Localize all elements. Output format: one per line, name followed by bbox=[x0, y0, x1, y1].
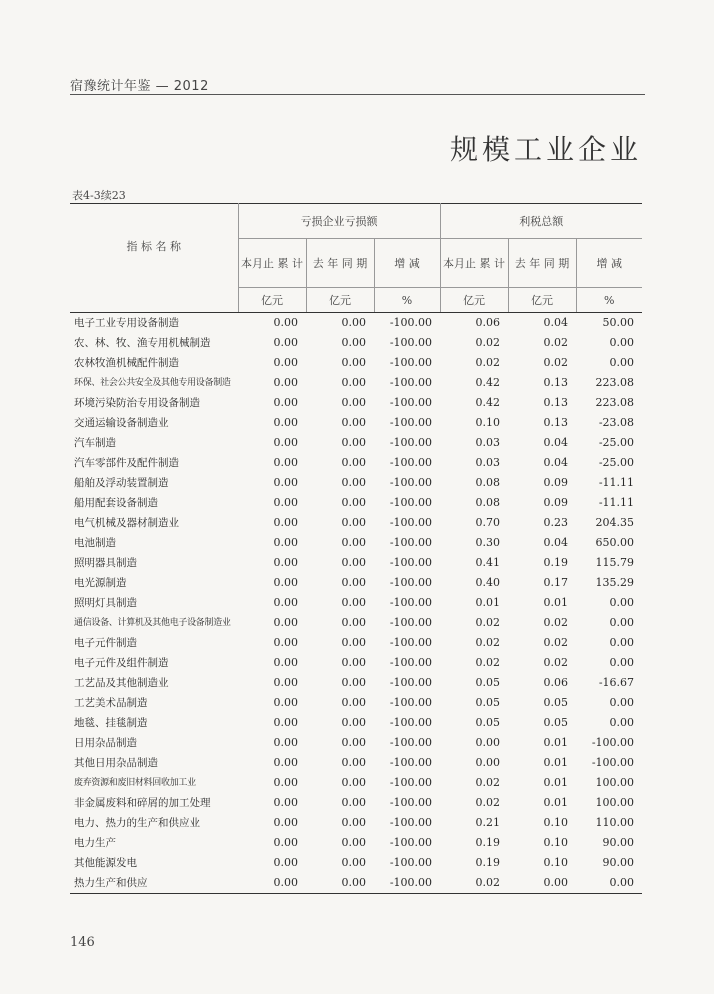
value-cell: 0.06 bbox=[543, 676, 569, 689]
value-cell: 0.00 bbox=[306, 873, 374, 894]
value-cell: 0.00 bbox=[273, 756, 298, 769]
value-cell: 0.00 bbox=[273, 336, 298, 349]
indicator-name: 船用配套设备制造 bbox=[74, 497, 158, 509]
table-row bbox=[70, 533, 642, 553]
cum-header: 本月止 累 计 bbox=[238, 239, 306, 288]
value-cell: 0.01 bbox=[475, 596, 501, 609]
indicator-name: 农、林、牧、渔专用机械制造 bbox=[74, 337, 211, 349]
value-cell: 0.02 bbox=[475, 616, 501, 629]
table-row bbox=[70, 653, 642, 673]
value-cell: 0.05 bbox=[475, 716, 501, 729]
value-cell: 0.02 bbox=[440, 873, 508, 894]
table-row bbox=[70, 373, 642, 393]
value-cell: 0.23 bbox=[543, 516, 569, 529]
table-row bbox=[70, 453, 642, 473]
value-cell: 0.00 bbox=[341, 456, 366, 469]
cum-header: 本月止 累 计 bbox=[440, 239, 508, 288]
indicator-header: 指 标 名 称 bbox=[70, 204, 238, 288]
value-cell: 0.00 bbox=[273, 596, 298, 609]
value-cell: -25.00 bbox=[598, 436, 635, 449]
value-cell: -100.00 bbox=[389, 376, 433, 389]
value-cell: 0.21 bbox=[475, 816, 501, 829]
indicator-name: 日用杂品制造 bbox=[74, 737, 137, 749]
value-cell: 0.00 bbox=[341, 556, 366, 569]
value-cell: 0.02 bbox=[543, 336, 569, 349]
table-row bbox=[70, 673, 642, 693]
value-cell: -100.00 bbox=[389, 516, 433, 529]
value-cell: 0.00 bbox=[273, 516, 298, 529]
value-cell: 650.00 bbox=[595, 536, 635, 549]
value-cell: -100.00 bbox=[389, 536, 433, 549]
value-cell: 0.00 bbox=[341, 616, 366, 629]
value-cell: -100.00 bbox=[389, 476, 433, 489]
value-cell: -25.00 bbox=[598, 456, 635, 469]
value-cell: 0.00 bbox=[609, 716, 635, 729]
indicator-name: 工艺品及其他制造业 bbox=[74, 677, 169, 689]
value-cell: 0.00 bbox=[273, 676, 298, 689]
value-cell: -100.00 bbox=[389, 836, 433, 849]
value-cell: 0.00 bbox=[341, 496, 366, 509]
statistics-table bbox=[70, 203, 642, 894]
indicator-name: 照明器具制造 bbox=[74, 557, 137, 569]
indicator-name: 汽车制造 bbox=[74, 437, 116, 449]
value-cell: 0.02 bbox=[475, 796, 501, 809]
value-cell: 0.00 bbox=[273, 816, 298, 829]
value-cell: 110.00 bbox=[595, 816, 635, 829]
value-cell: 204.35 bbox=[595, 516, 635, 529]
value-cell: 0.00 bbox=[609, 596, 635, 609]
table-row bbox=[70, 873, 642, 894]
value-cell: -100.00 bbox=[389, 556, 433, 569]
indicator-name: 农林牧渔机械配件制造 bbox=[74, 357, 179, 369]
value-cell: -100.00 bbox=[389, 436, 433, 449]
value-cell: 0.00 bbox=[475, 756, 501, 769]
value-cell: 0.30 bbox=[475, 536, 501, 549]
value-cell: 0.00 bbox=[273, 476, 298, 489]
value-cell: 0.00 bbox=[341, 396, 366, 409]
value-cell: 0.00 bbox=[341, 776, 366, 789]
indicator-name: 通信设备、计算机及其他电子设备制造业 bbox=[74, 618, 231, 628]
prev-header: 去 年 同 期 bbox=[306, 239, 374, 288]
value-cell: 0.00 bbox=[341, 756, 366, 769]
value-cell: 0.00 bbox=[341, 836, 366, 849]
value-cell: -100.00 bbox=[389, 616, 433, 629]
value-cell: 135.29 bbox=[595, 576, 635, 589]
value-cell: 0.05 bbox=[475, 676, 501, 689]
value-cell: 0.41 bbox=[475, 556, 501, 569]
value-cell: -100.00 bbox=[389, 816, 433, 829]
value-cell: -100.00 bbox=[389, 756, 433, 769]
table-row bbox=[70, 593, 642, 613]
value-cell: 0.00 bbox=[341, 676, 366, 689]
value-cell: -11.11 bbox=[598, 496, 635, 509]
value-cell: 0.08 bbox=[475, 476, 501, 489]
value-cell: 0.00 bbox=[273, 496, 298, 509]
value-cell: -100.00 bbox=[389, 736, 433, 749]
value-cell: 0.00 bbox=[273, 776, 298, 789]
value-cell: 0.01 bbox=[543, 736, 569, 749]
value-cell: 100.00 bbox=[595, 776, 635, 789]
value-cell: 0.00 bbox=[475, 736, 501, 749]
table-label: 表4-3续23 bbox=[72, 189, 126, 202]
value-cell: -16.67 bbox=[598, 676, 635, 689]
value-cell: 0.13 bbox=[543, 396, 569, 409]
value-cell: 0.00 bbox=[576, 873, 642, 894]
unit-label: 亿元 bbox=[440, 288, 508, 313]
value-cell: -100.00 bbox=[389, 676, 433, 689]
indicator-name: 船舶及浮动装置制造 bbox=[74, 477, 169, 489]
value-cell: 0.10 bbox=[543, 816, 569, 829]
value-cell: 0.00 bbox=[341, 596, 366, 609]
value-cell: -100.00 bbox=[389, 636, 433, 649]
value-cell: 0.40 bbox=[475, 576, 501, 589]
indicator-name: 电子元件制造 bbox=[74, 637, 137, 649]
value-cell: 0.04 bbox=[543, 436, 569, 449]
value-cell: -100.00 bbox=[389, 776, 433, 789]
indicator-name: 电子元件及组件制造 bbox=[74, 657, 169, 669]
table-row bbox=[70, 333, 642, 353]
indicator-name: 环保、社会公共安全及其他专用设备制造 bbox=[74, 378, 231, 388]
value-cell: 0.00 bbox=[341, 376, 366, 389]
indicator-name: 照明灯具制造 bbox=[74, 597, 137, 609]
value-cell: 0.00 bbox=[273, 836, 298, 849]
table-row bbox=[70, 693, 642, 713]
value-cell: -23.08 bbox=[598, 416, 635, 429]
value-cell: 0.04 bbox=[543, 456, 569, 469]
table-row bbox=[70, 353, 642, 373]
value-cell: -100.00 bbox=[591, 756, 635, 769]
value-cell: 0.00 bbox=[273, 356, 298, 369]
indicator-name: 其他日用杂品制造 bbox=[74, 757, 158, 769]
value-cell: -100.00 bbox=[389, 796, 433, 809]
table-row bbox=[70, 793, 642, 813]
table-row bbox=[70, 553, 642, 573]
value-cell: 0.42 bbox=[475, 376, 501, 389]
value-cell: 0.02 bbox=[543, 356, 569, 369]
value-cell: 0.09 bbox=[543, 476, 569, 489]
loss-amount-header: 亏损企业亏损额 bbox=[238, 204, 440, 239]
value-cell: 0.05 bbox=[543, 716, 569, 729]
value-cell: -100.00 bbox=[389, 416, 433, 429]
table-row bbox=[70, 573, 642, 593]
table-body bbox=[70, 313, 642, 894]
value-cell: 0.05 bbox=[475, 696, 501, 709]
yearbook-header: 宿豫统计年鉴 — 2012 bbox=[70, 79, 209, 94]
value-cell: 0.02 bbox=[475, 656, 501, 669]
value-cell: 0.03 bbox=[475, 456, 501, 469]
value-cell: 0.00 bbox=[273, 396, 298, 409]
value-cell: 0.00 bbox=[341, 356, 366, 369]
value-cell: 0.00 bbox=[609, 656, 635, 669]
value-cell: 0.00 bbox=[609, 636, 635, 649]
value-cell: 0.19 bbox=[475, 856, 501, 869]
value-cell: 0.00 bbox=[273, 856, 298, 869]
value-cell: 0.00 bbox=[341, 436, 366, 449]
value-cell: 0.00 bbox=[273, 456, 298, 469]
value-cell: 0.01 bbox=[543, 756, 569, 769]
indicator-name: 电力、热力的生产和供应业 bbox=[74, 817, 200, 829]
value-cell: 0.00 bbox=[341, 416, 366, 429]
table-row bbox=[70, 633, 642, 653]
profit-tax-header: 利税总额 bbox=[440, 204, 642, 239]
value-cell: -100.00 bbox=[389, 656, 433, 669]
value-cell: 50.00 bbox=[602, 316, 635, 329]
value-cell: 0.02 bbox=[543, 616, 569, 629]
value-cell: 0.10 bbox=[475, 416, 501, 429]
value-cell: 0.00 bbox=[273, 376, 298, 389]
value-cell: 0.00 bbox=[341, 716, 366, 729]
value-cell: 0.00 bbox=[273, 716, 298, 729]
value-cell: 0.00 bbox=[273, 796, 298, 809]
table-row bbox=[70, 313, 642, 334]
header-rule bbox=[70, 94, 645, 95]
table-row bbox=[70, 753, 642, 773]
table-row bbox=[70, 853, 642, 873]
value-cell: 100.00 bbox=[595, 796, 635, 809]
value-cell: 0.00 bbox=[273, 696, 298, 709]
value-cell: 0.02 bbox=[475, 636, 501, 649]
value-cell: 223.08 bbox=[595, 376, 635, 389]
indicator-name: 地毯、挂毯制造 bbox=[74, 717, 148, 729]
indicator-name: 电力生产 bbox=[74, 837, 116, 849]
value-cell: 0.00 bbox=[341, 516, 366, 529]
table-row bbox=[70, 773, 642, 793]
value-cell: 0.04 bbox=[543, 536, 569, 549]
value-cell: 0.02 bbox=[543, 636, 569, 649]
table-row bbox=[70, 393, 642, 413]
value-cell: 0.70 bbox=[475, 516, 501, 529]
value-cell: 90.00 bbox=[602, 836, 635, 849]
value-cell: 0.13 bbox=[543, 376, 569, 389]
indicator-name: 汽车零部件及配件制造 bbox=[74, 457, 179, 469]
page-number: 146 bbox=[70, 935, 95, 950]
value-cell: 0.04 bbox=[543, 316, 569, 329]
value-cell: 0.00 bbox=[273, 616, 298, 629]
value-cell: -100.00 bbox=[389, 356, 433, 369]
value-cell: 0.03 bbox=[475, 436, 501, 449]
value-cell: 0.00 bbox=[273, 656, 298, 669]
value-cell: 0.00 bbox=[341, 856, 366, 869]
value-cell: 0.00 bbox=[341, 336, 366, 349]
value-cell: -100.00 bbox=[389, 496, 433, 509]
value-cell: -100.00 bbox=[389, 576, 433, 589]
table-row bbox=[70, 513, 642, 533]
value-cell: 0.00 bbox=[609, 616, 635, 629]
value-cell: 0.00 bbox=[341, 736, 366, 749]
indicator-name: 电光源制造 bbox=[74, 577, 127, 589]
value-cell: -100.00 bbox=[389, 716, 433, 729]
value-cell: 0.19 bbox=[543, 556, 569, 569]
unit-label: 亿元 bbox=[306, 288, 374, 313]
value-cell: 0.10 bbox=[543, 856, 569, 869]
indicator-name: 交通运输设备制造业 bbox=[74, 417, 169, 429]
value-cell: 0.00 bbox=[341, 816, 366, 829]
value-cell: 0.00 bbox=[609, 696, 635, 709]
value-cell: 0.00 bbox=[508, 873, 576, 894]
value-cell: 90.00 bbox=[602, 856, 635, 869]
value-cell: -100.00 bbox=[389, 396, 433, 409]
value-cell: 0.42 bbox=[475, 396, 501, 409]
value-cell: 0.00 bbox=[341, 576, 366, 589]
value-cell: -100.00 bbox=[389, 456, 433, 469]
value-cell: 0.02 bbox=[475, 356, 501, 369]
value-cell: 0.00 bbox=[341, 696, 366, 709]
table-row bbox=[70, 813, 642, 833]
indicator-name: 非金属废料和碎屑的加工处理 bbox=[74, 797, 211, 809]
value-cell: -11.11 bbox=[598, 476, 635, 489]
value-cell: 0.00 bbox=[273, 316, 298, 329]
table-row bbox=[70, 833, 642, 853]
value-cell: 0.00 bbox=[238, 873, 306, 894]
value-cell: 0.01 bbox=[543, 776, 569, 789]
unit-label: % bbox=[576, 288, 642, 313]
value-cell: 0.19 bbox=[475, 836, 501, 849]
value-cell: 0.00 bbox=[273, 416, 298, 429]
value-cell: 0.00 bbox=[273, 436, 298, 449]
value-cell: 0.17 bbox=[543, 576, 569, 589]
value-cell: 0.00 bbox=[341, 536, 366, 549]
value-cell: 0.10 bbox=[543, 836, 569, 849]
value-cell: 0.13 bbox=[543, 416, 569, 429]
value-cell: 0.02 bbox=[475, 776, 501, 789]
unit-blank bbox=[70, 288, 238, 313]
unit-label: 亿元 bbox=[238, 288, 306, 313]
indicator-name: 电气机械及器材制造业 bbox=[74, 517, 179, 529]
value-cell: 0.02 bbox=[475, 336, 501, 349]
indicator-name: 其他能源发电 bbox=[74, 857, 137, 869]
value-cell: 0.00 bbox=[273, 556, 298, 569]
value-cell: 0.00 bbox=[341, 636, 366, 649]
indicator-name: 工艺美术品制造 bbox=[74, 697, 148, 709]
value-cell: 0.00 bbox=[341, 656, 366, 669]
table-row bbox=[70, 473, 642, 493]
value-cell: -100.00 bbox=[389, 336, 433, 349]
change-header: 增 减 bbox=[374, 239, 440, 288]
value-cell: 0.00 bbox=[273, 636, 298, 649]
value-cell: 0.00 bbox=[341, 796, 366, 809]
value-cell: -100.00 bbox=[389, 316, 433, 329]
value-cell: 0.00 bbox=[609, 356, 635, 369]
unit-label: 亿元 bbox=[508, 288, 576, 313]
section-title: 规模工业企业 bbox=[449, 133, 642, 166]
value-cell: 0.00 bbox=[273, 536, 298, 549]
value-cell: -100.00 bbox=[389, 856, 433, 869]
value-cell: 0.00 bbox=[273, 736, 298, 749]
indicator-name: 环境污染防治专用设备制造 bbox=[74, 397, 200, 409]
value-cell: 0.08 bbox=[475, 496, 501, 509]
indicator-name: 电池制造 bbox=[74, 537, 116, 549]
indicator-name: 热力生产和供应 bbox=[70, 873, 238, 894]
indicator-name: 废弃资源和废旧材料回收加工业 bbox=[74, 778, 196, 788]
change-header: 增 减 bbox=[576, 239, 642, 288]
value-cell: 115.79 bbox=[595, 556, 635, 569]
value-cell: 0.02 bbox=[543, 656, 569, 669]
table-row bbox=[70, 733, 642, 753]
value-cell: 0.05 bbox=[543, 696, 569, 709]
table-row bbox=[70, 493, 642, 513]
value-cell: -100.00 bbox=[389, 696, 433, 709]
value-cell: 0.00 bbox=[341, 316, 366, 329]
value-cell: -100.00 bbox=[374, 873, 440, 894]
indicator-name: 电子工业专用设备制造 bbox=[74, 317, 179, 329]
value-cell: 0.00 bbox=[273, 576, 298, 589]
value-cell: -100.00 bbox=[389, 596, 433, 609]
value-cell: 0.06 bbox=[475, 316, 501, 329]
value-cell: 0.09 bbox=[543, 496, 569, 509]
table-row bbox=[70, 713, 642, 733]
value-cell: 223.08 bbox=[595, 396, 635, 409]
unit-label: % bbox=[374, 288, 440, 313]
value-cell: 0.00 bbox=[609, 336, 635, 349]
value-cell: 0.01 bbox=[543, 596, 569, 609]
value-cell: 0.01 bbox=[543, 796, 569, 809]
table-row bbox=[70, 413, 642, 433]
value-cell: 0.00 bbox=[341, 476, 366, 489]
table-row bbox=[70, 433, 642, 453]
prev-header: 去 年 同 期 bbox=[508, 239, 576, 288]
value-cell: -100.00 bbox=[591, 736, 635, 749]
table-row bbox=[70, 613, 642, 633]
